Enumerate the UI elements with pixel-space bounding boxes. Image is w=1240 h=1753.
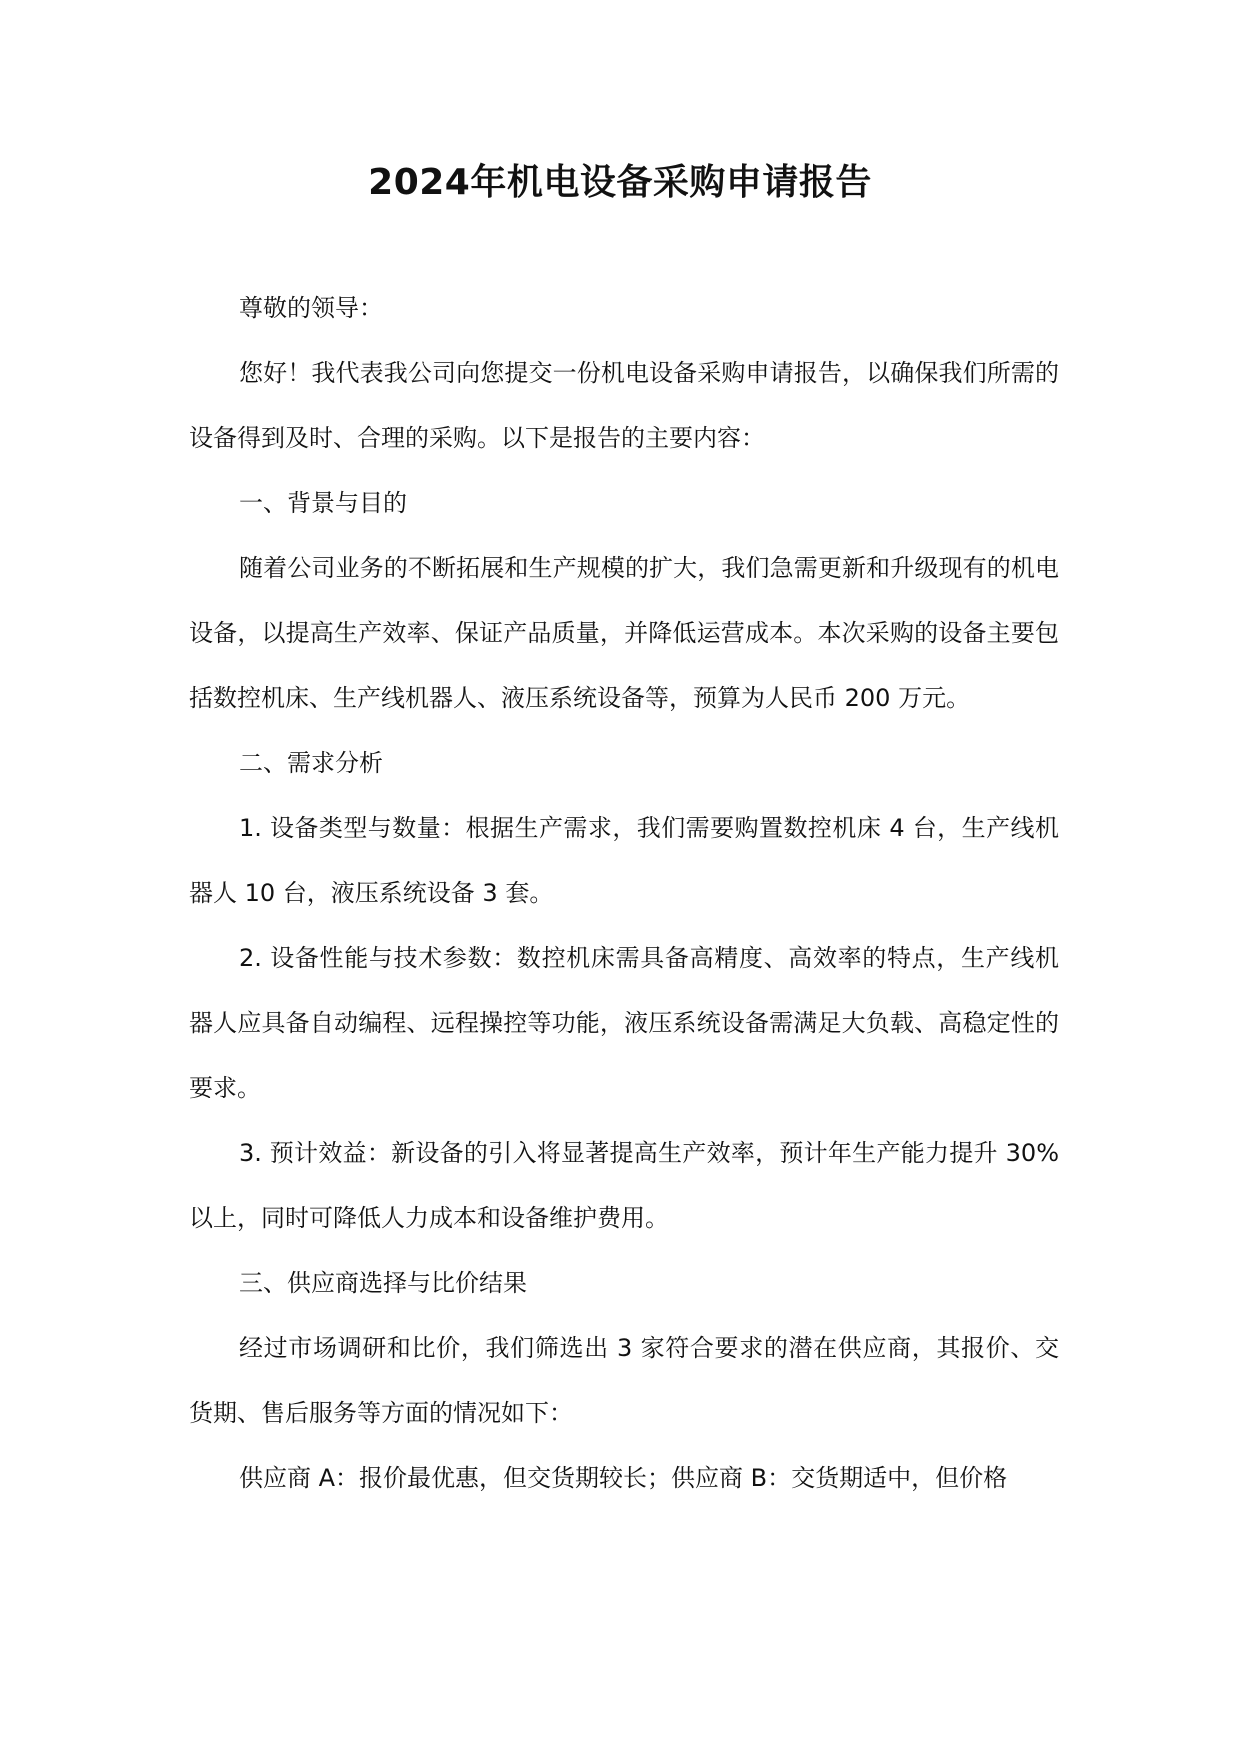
section-heading-suppliers: 三、供应商选择与比价结果 — [239, 1269, 527, 1297]
intro-paragraph: 您好！我代表我公司向您提交一份机电设备采购申请报告，以确保我们所需的设备得到及时、合理的采购。以下是报告的主要内容： — [189, 359, 1059, 452]
background-paragraph: 随着公司业务的不断拓展和生产规模的扩大，我们急需更新和升级现有的机电设备，以提高生产效率、保证产品质量，并降低运营成本。本次采购的设备主要包括数控机床、生产线机器人、液压系统设备等，预算为人民币 200 万元。 — [189, 554, 1059, 712]
section-heading-background: 一、背景与目的 — [239, 489, 407, 517]
needs-item-1: 1. 设备类型与数量：根据生产需求，我们需要购置数控机床 4 台，生产线机器人 10 台，液压系统设备 3 套。 — [189, 814, 1059, 907]
suppliers-paragraph: 经过市场调研和比价，我们筛选出 3 家符合要求的潜在供应商，其报价、交货期、售后服务等方面的情况如下： — [189, 1334, 1059, 1427]
section-heading-needs: 二、需求分析 — [239, 749, 383, 777]
document-body — [189, 276, 1059, 1511]
needs-item-3: 3. 预计效益：新设备的引入将显著提高生产效率，预计年生产能力提升 30%以上，同时可降低人力成本和设备维护费用。 — [189, 1139, 1059, 1232]
salutation: 尊敬的领导： — [239, 294, 383, 322]
suppliers-comparison: 供应商 A：报价最优惠，但交货期较长；供应商 B：交货期适中，但价格 — [239, 1464, 1008, 1492]
page-title: 2024年机电设备采购申请报告 — [368, 162, 872, 203]
needs-item-2: 2. 设备性能与技术参数：数控机床需具备高精度、高效率的特点，生产线机器人应具备自动编程、远程操控等功能，液压系统设备需满足大负载、高稳定性的要求。 — [189, 944, 1059, 1102]
